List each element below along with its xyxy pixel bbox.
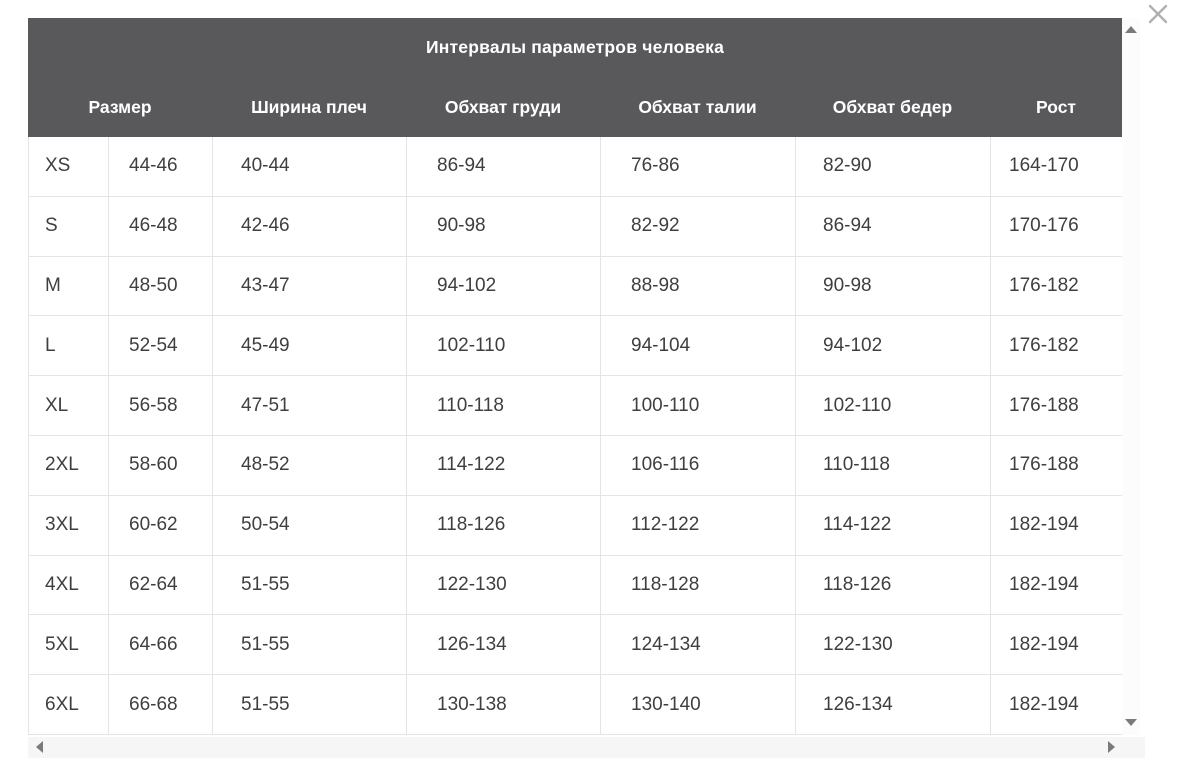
column-header-chest: Обхват груди [444,96,562,117]
table-cell: S [29,197,109,257]
table-body [28,137,1122,735]
table-cell: 64-66 [109,615,213,675]
table-cell: 112-122 [601,496,796,556]
table-cell: 122-130 [407,556,601,616]
table-cell: 6XL [29,675,109,735]
table-cell: 51-55 [213,675,407,735]
table-cell: 170-176 [991,197,1123,257]
table-cell: 2XL [29,436,109,496]
table-cell: 176-182 [991,257,1123,317]
table-cell: 122-130 [796,615,991,675]
table-cell: 52-54 [109,316,213,376]
table-row [29,675,1122,735]
table-cell: 50-54 [213,496,407,556]
table-cell: 102-110 [407,316,601,376]
table-cell: 82-90 [796,137,991,197]
table-cell: 126-134 [407,615,601,675]
table-row [29,615,1122,675]
table-cell: 118-126 [796,556,991,616]
table-cell: 94-104 [601,316,796,376]
table-cell: XS [29,137,109,197]
table-cell: 3XL [29,496,109,556]
table-cell: 43-47 [213,257,407,317]
table-cell: 130-138 [407,675,601,735]
table-cell: 48-52 [213,436,407,496]
table-cell: 51-55 [213,615,407,675]
table-cell: 94-102 [796,316,991,376]
table-cell: 90-98 [407,197,601,257]
table-cell: 182-194 [991,496,1123,556]
table-cell: 182-194 [991,556,1123,616]
table-cell: 124-134 [601,615,796,675]
table-cell: 58-60 [109,436,213,496]
column-header-hips: Обхват бедер [832,96,953,117]
table-row [29,376,1122,436]
table-cell: XL [29,376,109,436]
table-title: Интервалы параметров человека [425,37,725,57]
table-cell: 176-188 [991,376,1123,436]
table-cell: 86-94 [407,137,601,197]
table-cell: 5XL [29,615,109,675]
table-cell: 66-68 [109,675,213,735]
table-row [29,197,1122,257]
table-row [29,137,1122,197]
table-cell: 176-188 [991,436,1123,496]
table-row [29,257,1122,317]
table-cell: 110-118 [796,436,991,496]
table-cell: 47-51 [213,376,407,436]
table-cell: 102-110 [796,376,991,436]
scroll-right-arrow-icon[interactable] [1108,741,1115,753]
table-cell: 114-122 [796,496,991,556]
table-cell: 176-182 [991,316,1123,376]
scroll-down-arrow-icon[interactable] [1125,719,1137,726]
column-header-size: Размер [88,96,152,117]
table-cell: 90-98 [796,257,991,317]
table-cell: 45-49 [213,316,407,376]
table-cell: 42-46 [213,197,407,257]
table-cell: 94-102 [407,257,601,317]
column-header-row [28,77,1122,137]
horizontal-scrollbar[interactable] [28,737,1145,758]
table-cell: 106-116 [601,436,796,496]
size-chart-table [28,18,1122,735]
table-cell: 164-170 [991,137,1123,197]
table-cell: 82-92 [601,197,796,257]
table-cell: M [29,257,109,317]
column-header-waist: Обхват талии [638,96,757,117]
table-cell: 44-46 [109,137,213,197]
table-cell: L [29,316,109,376]
scroll-up-arrow-icon[interactable] [1125,26,1137,33]
table-cell: 100-110 [601,376,796,436]
table-cell: 88-98 [601,257,796,317]
table-header [28,18,1122,137]
table-cell: 4XL [29,556,109,616]
close-button[interactable] [1145,1,1171,27]
table-cell: 114-122 [407,436,601,496]
table-cell: 40-44 [213,137,407,197]
table-cell: 46-48 [109,197,213,257]
table-cell: 51-55 [213,556,407,616]
table-cell: 60-62 [109,496,213,556]
table-cell: 48-50 [109,257,213,317]
table-cell: 126-134 [796,675,991,735]
scroll-left-arrow-icon[interactable] [36,741,43,753]
table-cell: 76-86 [601,137,796,197]
column-header-height: Рост [1036,96,1076,117]
table-cell: 130-140 [601,675,796,735]
table-cell: 86-94 [796,197,991,257]
table-cell: 182-194 [991,615,1123,675]
table-cell: 118-128 [601,556,796,616]
vertical-scrollbar[interactable] [1122,18,1140,735]
table-cell: 62-64 [109,556,213,616]
table-row [29,316,1122,376]
table-cell: 110-118 [407,376,601,436]
table-row [29,436,1122,496]
close-icon [1147,3,1169,25]
table-row [29,496,1122,556]
table-row [29,556,1122,616]
column-header-shoulders: Ширина плеч [251,96,367,117]
table-cell: 118-126 [407,496,601,556]
table-cell: 56-58 [109,376,213,436]
table-cell: 182-194 [991,675,1123,735]
